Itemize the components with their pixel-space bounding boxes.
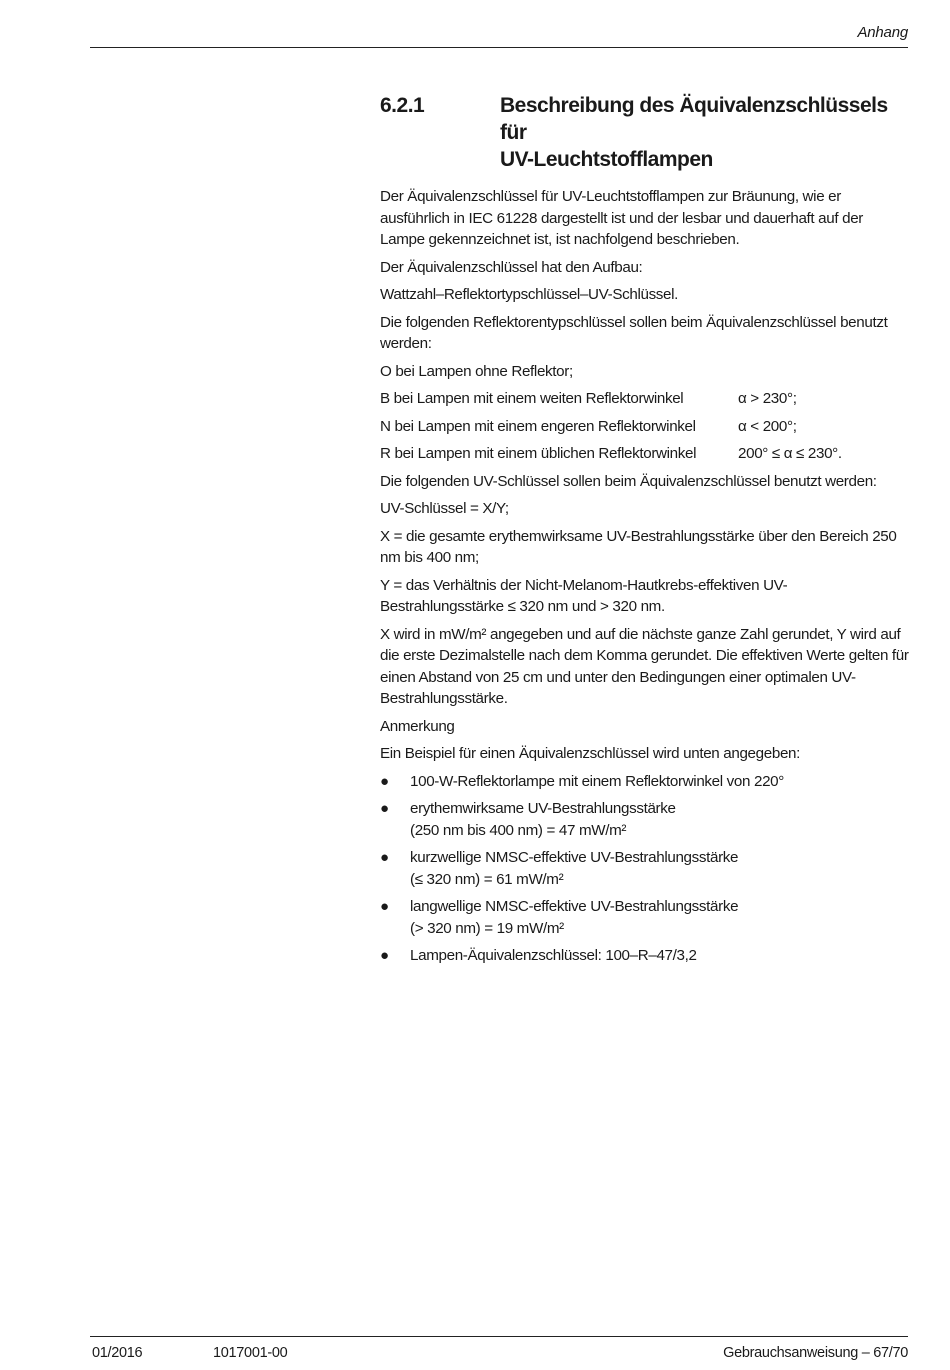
- list-item: [380, 798, 910, 841]
- bullet-icon: ●: [380, 849, 389, 866]
- list-item-line-1: erythemwirksame UV-Bestrahlungsstärke: [410, 800, 676, 817]
- y-definition-line-2: Bestrahlungsstärke ≤ 320 nm und > 320 nm.: [380, 598, 665, 615]
- page-header-label: Anhang: [857, 24, 908, 41]
- section-heading: [380, 92, 910, 173]
- list-item-text: [410, 945, 697, 967]
- reflector-label: B bei Lampen mit einem weiten Reflektorwinkel: [380, 390, 684, 407]
- paragraph-format: Wattzahl–Reflektortypschlüssel–UV-Schlüssel.: [380, 286, 679, 303]
- reflector-angle: α < 200°;: [738, 417, 797, 435]
- reflector-row-r: [380, 443, 910, 465]
- list-item-line-2: (> 320 nm) = 19 mW/m²: [410, 919, 564, 937]
- bullet-icon: ●: [380, 772, 389, 790]
- section-number: 6.2.1: [380, 94, 425, 117]
- bullet-icon: ●: [380, 898, 389, 915]
- paragraph-rounding: X wird in mW/m² angegeben und auf die nächste ganze Zahl gerundet, Y wird auf die erste Dezimalstelle nach dem Komma gerundet. Die effektiven Werte gelten für einen Abstand von 25 cm und unter den Bedingungen einer optimalen UV-Bestrahlungsstärke.: [380, 625, 909, 707]
- section-title: [500, 92, 910, 173]
- footer-date: 01/2016: [92, 1345, 143, 1361]
- section-title-line-1: Beschreibung des Äquivalenzschlüssels für: [500, 94, 888, 144]
- list-item-text: [410, 798, 676, 841]
- paragraph-intro: Der Äquivalenzschlüssel für UV-Leuchtstofflampen zur Bräunung, wie er ausführlich in IEC 61228 dargestellt ist und der lesbar und dauerhaft auf der Lampe gekennzeichnet ist, ist nachfolgend beschrieben.: [380, 188, 863, 248]
- paragraph-note-label: Anmerkung: [380, 717, 455, 735]
- reflector-label: N bei Lampen mit einem engeren Reflektorwinkel: [380, 417, 696, 435]
- reflector-angle: 200° ≤ α ≤ 230°.: [738, 445, 842, 462]
- paragraph-uv-key-intro: Die folgenden UV-Schlüssel sollen beim Äquivalenzschlüssel benutzt werden:: [380, 472, 877, 490]
- paragraph-y-definition: [380, 575, 910, 618]
- paragraph-reflector-intro: Die folgenden Reflektorentypschlüssel sollen beim Äquivalenzschlüssel benutzt werden:: [380, 313, 888, 352]
- example-list: [380, 771, 910, 967]
- list-item: [380, 771, 910, 793]
- list-item-line-2: (≤ 320 nm) = 61 mW/m²: [410, 870, 564, 888]
- section-title-line-2: UV-Leuchtstofflampen: [500, 148, 713, 171]
- paragraph-structure: Der Äquivalenzschlüssel hat den Aufbau:: [380, 258, 643, 276]
- list-item: [380, 945, 910, 967]
- main-content: [380, 92, 910, 973]
- reflector-label: R bei Lampen mit einem üblichen Reflektorwinkel: [380, 445, 697, 462]
- list-item-text: [410, 847, 738, 890]
- paragraph-x-definition: X = die gesamte erythemwirksame UV-Bestrahlungsstärke über den Bereich 250 nm bis 400 nm;: [380, 527, 897, 566]
- list-item-line-1: Lampen-Äquivalenzschlüssel: 100–R–47/3,2: [410, 947, 697, 964]
- bullet-icon: ●: [380, 947, 389, 964]
- list-item-line-1: 100-W-Reflektorlampe mit einem Reflektorwinkel von 220°: [410, 772, 784, 790]
- paragraph-example-intro: Ein Beispiel für einen Äquivalenzschlüssel wird unten angegeben:: [380, 745, 801, 762]
- list-item-line-1: langwellige NMSC-effektive UV-Bestrahlungsstärke: [410, 898, 739, 915]
- list-item: [380, 896, 910, 939]
- bullet-icon: ●: [380, 800, 389, 817]
- list-item-text: [410, 771, 784, 793]
- y-definition-line-1: Y = das Verhältnis der Nicht-Melanom-Hautkrebs-effektiven UV-: [380, 576, 788, 594]
- paragraph-uv-key: UV-Schlüssel = X/Y;: [380, 500, 509, 517]
- list-item-line-1: kurzwellige NMSC-effektive UV-Bestrahlungsstärke: [410, 849, 739, 866]
- header-divider: [90, 47, 908, 48]
- paragraph-reflector-o: O bei Lampen ohne Reflektor;: [380, 362, 573, 380]
- list-item: [380, 847, 910, 890]
- reflector-angle: α > 230°;: [738, 390, 797, 407]
- reflector-row-n: [380, 416, 910, 438]
- footer-page-number: Gebrauchsanweisung – 67/70: [723, 1345, 908, 1361]
- footer-divider: [90, 1336, 908, 1337]
- list-item-text: [410, 896, 738, 939]
- list-item-line-2: (250 nm bis 400 nm) = 47 mW/m²: [410, 821, 627, 839]
- reflector-row-b: [380, 388, 910, 410]
- footer-document-number: 1017001-00: [213, 1345, 288, 1361]
